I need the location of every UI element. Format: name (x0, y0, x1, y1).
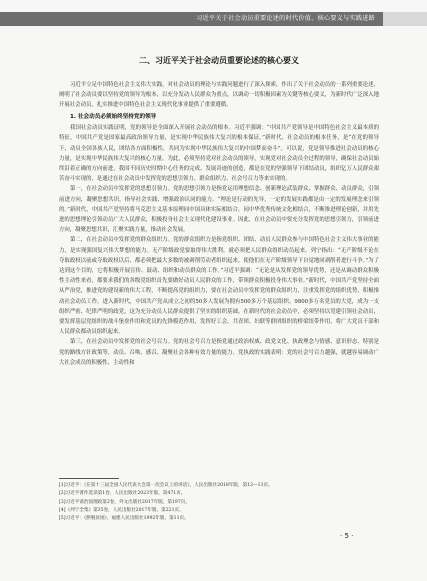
body-paragraph: 第一，在社会动员中发挥党的思想引领力。党的思想引领力是指党运用理想信念、创新理论武装群众、掌握群众、动员群众，引领前进方向，凝聚思想共识，指导社会实践、增强政治认同的能力。“理论是行动的先导，一定的发展实践都是由一定的发展理念来引领的。”新时代，中国共产党坚持将马克思主义基本原理同中国具体实际相结合，同中华优秀传统文化相结合，不断推进理论创新，并用先进的思想理论引领动员广大人民群众，积极投身社会主义现代化建设事业。因此，在社会动员中要充分发挥党的思想引领力，引领前进方向，凝聚思想共识，汇聚实践力量，推动社会发展。 (59, 186, 379, 234)
footnote-item: [1]习近平：《在第十三届全国人民代表大会第一次会议上的讲话》，人民出版社2018年版，第12—13页。 (59, 483, 273, 488)
body-paragraph: 第三，在社会动员中发挥党的社会号召力。党的社会号召力是指党通过政治权威、政党文化、执政理念与情感、意识形态、特别是党的路线方针政策等，动员、召唤、感召、凝聚社会各种有效力量的能力。党执政的实践表明：党的社会号召力越强，就越容易调动广大社会成员的积极性、主动性和 (59, 339, 379, 366)
body-paragraph: 我国社会动员实践证明，党的领导是全面深入开展社会动员的根本。习近平强调：“中国共产党领导是中国特色社会主义最本质的特征，中国共产党是国家最高政治领导力量，是实现中华民族伟大复兴的根本保证。”新时代，社会动员的根本任务，是“在党的领导下，动员全国各族人民，团结各方面积极性，共同为实现中华民族伟大复兴的中国梦而奋斗”。可以说，党是领导推进社会动员的核心力量，是实现中华民族伟大复兴的核心力量。为此，必须坚持党对社会动员的领导，实现党对社会动员全过程的领导，确保社会动员始终沿着正确的方向前进。我国不同历史时期中心任务的完成、发展奇迹的创造，都是在党的坚强领导下团结动员，组织亿万人民群众艰苦奋斗实现的，是通过在社会动员中发挥党的思想引领力、群众组织力、社会号召力等来实现的。 (59, 125, 379, 183)
footnote-divider (59, 478, 119, 479)
article-body (59, 56, 379, 368)
running-header (0, 12, 427, 26)
footnote-item: [3]习近平谈治国理政第2卷，外文出版社2017年版，第197页。 (59, 499, 190, 505)
footnote-item: [5]习近平：《摆脱贫困》，福建人民出版社1992年版，第11页。 (59, 516, 189, 522)
header-tab-block (383, 12, 427, 26)
section-title: 二、习近平关于社会动员重要论述的核心要义 (139, 56, 299, 65)
intro-paragraph: 习近平立足中国特色社会主义伟大实践，对社会动员的理论与实践问题进行了深入探索，作出了关于社会动员的一系列重要论述，阐明了社会动员要以坚持党的领导为根本，以充分发动人民群众为重点，以调动一切积极因素为关键等核心要义，为新时代广泛深入地开展社会动员，扎实推进中国特色社会主义现代化事业提供了重要遵循。 (59, 82, 379, 109)
footnotes-list (59, 482, 379, 523)
footnote-item: [4]《列宁全集》第35卷，人民出版社2017年版，第221页。 (59, 507, 184, 513)
body-paragraph: 第二，在社会动员中发挥党的群众组织力。党的群众组织力是指党组织、团结、动员人民群众参与中国特色社会主义伟大事业的能力，是实现强国复兴伟大梦想的能力。无产阶级政党要取得伟大胜利，就必须把人民群众组织动员起来。列宁指出：“无产阶级不论在夺取政权以前或夺取政权以后，都必须把最大多数的被剥削劳动者组织起来，使他们在无产阶级领导下自觉地同剥削者进行斗争。”为了达到这个目的，它将积极开展宣传、鼓动、组织和动员群众的工作。”习近平强调：“无论是从发挥党的领导优势，还是从调动群众积极性主动性来看，都要求我们的各级党组织首先要做好动员人民群众的工作，带领群众积极投身伟大事业。”新时代，中国共产党坚持全面从严治党，推进党的建设新的伟大工程，不断提高党的组织力，要在社会动员中发挥党的群众组织力，注重发挥党的组织优势，积极推动社会动员工作。进入新时代，中国共产党从成立之初的50多人发展为拥有500多万个基层组织、9800多万名党员的大党，成为一支组织严密、纪律严明的政党，这为充分动员人民群众提供了坚实的组织基础。在新时代的社会动员中，必须坚持以党建引领社会动员，要发挥基层党组织的战斗堡垒作用和党员的先锋模范作用，发挥好工会、共青团、妇联等群团组织的桥梁纽带作用，将广大党员干部和人民群众都动员组织起来。 (59, 237, 379, 336)
footnote-item: [2]习近平著作选读第1卷，人民出版社2023年版，第471页。 (59, 491, 186, 497)
running-header-title: 习近平关于社会动员重要论述的时代价值、核心要义与实践进路 (196, 15, 375, 22)
page-number: · 5 · (340, 532, 354, 540)
subsection-heading: 1. 社会动员必须始终坚持党的领导 (70, 113, 157, 120)
